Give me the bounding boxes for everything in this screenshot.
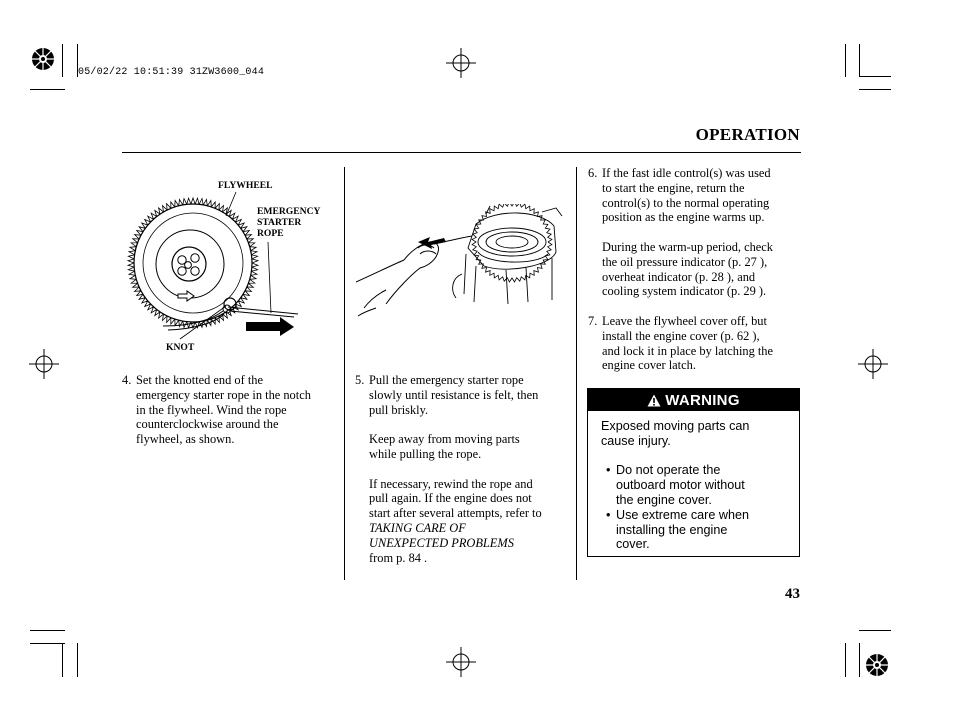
engine-outline — [468, 213, 556, 269]
warning-triangle-icon — [647, 394, 661, 407]
flywheel-illustration — [118, 176, 338, 356]
leader-rope — [268, 242, 271, 313]
leader-flywheel — [226, 192, 236, 216]
step-number: 4. — [122, 373, 132, 387]
step-text: Pull the emergency starter rope slowly until resistance is felt, then pull briskly. Keep away from moving parts while pulling the rope. If necessary, rewind the rope and pull again. If the engine does not start after several attempts, refer to TAKING CARE OF UNEXPECTED PROBLEMS from p. 84 . — [369, 373, 575, 565]
step-number: 6. — [588, 166, 598, 180]
step-text: If the fast idle control(s) was used to start the engine, return the control(s) to the normal operating position as the engine warms up. During the warm-up period, check the oil pressure indicator (p. 27 ), overheat indicator (p. 28 ), and cooling system indicator (p. 29 ). — [602, 166, 774, 299]
pull-arrow-icon — [418, 237, 446, 249]
label-starter: STARTER — [257, 217, 302, 228]
step-text: Set the knotted end of the emergency starter rope in the notch in the flywheel. Wind the rope counterclockwise around the flywheel, as shown. — [136, 373, 311, 447]
step-number: 7. — [588, 314, 598, 328]
step-6 — [588, 166, 802, 299]
list-item: • Use extreme care when installing the engine cover. — [606, 507, 749, 552]
pull-rope-illustration — [356, 204, 564, 320]
warning-title: WARNING — [665, 391, 740, 409]
warning-list — [601, 463, 791, 552]
step-text: Leave the flywheel cover off, but install the engine cover (p. 62 ), and lock it in place by latching the engine cover latch. — [602, 314, 774, 373]
list-item: • Do not operate the outboard motor without the engine cover. — [606, 463, 745, 507]
warning-text: Exposed moving parts can cause injury. • Do not operate the outboard motor without the engine cover. • Use extreme care when installing the engine cover. — [588, 411, 799, 552]
step-number: 5. — [355, 373, 365, 387]
warning-header — [588, 389, 799, 411]
section-reference: TAKING CARE OF — [369, 520, 466, 535]
step-7 — [588, 314, 802, 373]
label-rope: ROPE — [257, 228, 284, 239]
engine-flywheel-teeth — [472, 204, 552, 282]
flywheel-outer-ring — [134, 204, 252, 322]
warning-box — [587, 388, 800, 557]
column-divider — [344, 167, 345, 580]
bullet-icon: • — [606, 463, 611, 478]
page-number: 43 — [785, 586, 800, 602]
pull-direction-arrow-icon — [246, 317, 294, 336]
crosshair-icon — [446, 48, 476, 78]
print-stamp: 05/02/22 10:51:39 31ZW3600_044 — [78, 67, 265, 78]
registration-target-icon — [862, 650, 892, 680]
label-flywheel: FLYWHEEL — [218, 180, 273, 191]
flywheel-figure — [118, 176, 338, 356]
crosshair-icon — [29, 349, 59, 379]
step-5 — [355, 373, 575, 565]
page-title: OPERATION — [695, 125, 800, 144]
registration-target-icon — [28, 44, 58, 74]
step-4 — [122, 373, 342, 447]
column-divider — [576, 167, 577, 580]
gear-tooth-path — [472, 204, 552, 282]
header-rule — [122, 152, 801, 153]
section-reference: UNEXPECTED PROBLEMS — [369, 535, 514, 550]
crosshair-icon — [446, 647, 476, 677]
rope-tail — [228, 307, 298, 314]
crosshair-icon — [858, 349, 888, 379]
label-knot: KNOT — [166, 342, 195, 353]
label-emergency: EMERGENCY — [257, 206, 321, 217]
bullet-icon: • — [606, 507, 611, 522]
